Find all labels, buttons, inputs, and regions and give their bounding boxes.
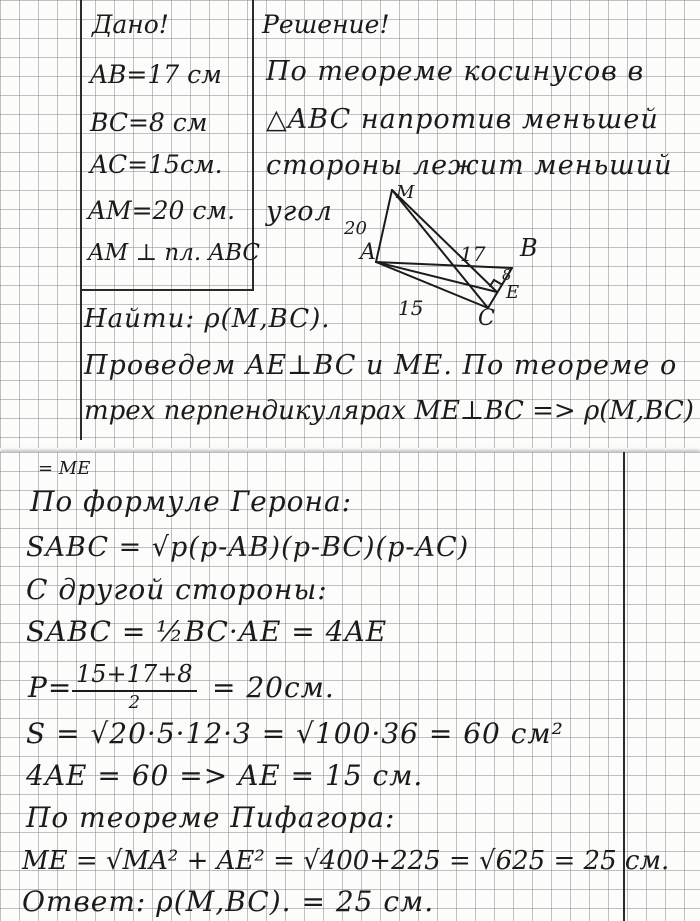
- ac-length-label: 15: [398, 296, 424, 320]
- p-rhs: = 20см.: [212, 671, 335, 704]
- continued-line: = ME: [38, 458, 91, 479]
- p-denominator: 2: [128, 692, 141, 713]
- right-angle-mark: [490, 280, 501, 286]
- am-length-label: 20: [344, 218, 367, 239]
- notebook-page-bottom: [0, 452, 700, 921]
- solution-line-2: △ABC напротив меньшей: [266, 104, 659, 135]
- me-line: ME = √MA² + AE² = √400+225 = √625 = 25 см.: [22, 846, 670, 876]
- proof-line-1: Проведем AE⊥BC и ME. По теореме о: [84, 350, 678, 381]
- notebook-page-top: [0, 0, 700, 448]
- s-line: S = √20·5·12·3 = √100·36 = 60 см²: [26, 717, 564, 750]
- p-fraction: [72, 660, 197, 713]
- p-lhs: P=: [28, 671, 73, 704]
- ae-line: 4AE = 60 => AE = 15 см.: [26, 759, 424, 792]
- point-e-label: E: [506, 282, 520, 303]
- given-line-4: AM=20 см.: [88, 196, 236, 225]
- point-b-label: B: [520, 234, 538, 262]
- given-heading: Дано!: [92, 10, 169, 39]
- given-line-3: AC=15см.: [90, 150, 223, 179]
- heron-formula: SABC = √p(p-AB)(p-BC)(p-AC): [26, 532, 470, 563]
- point-a-label: A: [360, 240, 376, 265]
- area-alt-formula: SABC = ½BC·AE = 4AE: [26, 615, 388, 648]
- solution-heading: Решение!: [262, 10, 390, 39]
- heron-title: По формуле Герона:: [30, 485, 353, 518]
- point-m-label: M: [396, 182, 415, 203]
- proof-line-2: трех перпендикулярах ME⊥BC => ρ(M,BC): [84, 396, 694, 426]
- given-line-1: AB=17 см: [90, 60, 222, 89]
- answer-line: Ответ: ρ(M,BC). = 25 см.: [22, 885, 435, 918]
- find-line: Найти: ρ(M,BC).: [84, 304, 331, 334]
- solution-line-1: По теореме косинусов в: [266, 56, 645, 87]
- solution-line-4: угол: [266, 196, 333, 227]
- bc-length-label: 8: [502, 266, 512, 284]
- pythagoras-title: По теореме Пифагора:: [26, 801, 396, 834]
- other-side-title: С другой стороны:: [26, 573, 328, 606]
- segment-me: [392, 190, 497, 292]
- point-c-label: C: [478, 306, 495, 331]
- given-line-2: BC=8 см: [90, 108, 208, 137]
- p-numerator: 15+17+8: [72, 660, 197, 692]
- solution-line-3: стороны лежит меньший: [266, 150, 673, 181]
- given-line-5: AM ⊥ пл. ABC: [88, 240, 261, 266]
- segment-am: [376, 190, 392, 262]
- ab-length-label: 17: [460, 242, 486, 266]
